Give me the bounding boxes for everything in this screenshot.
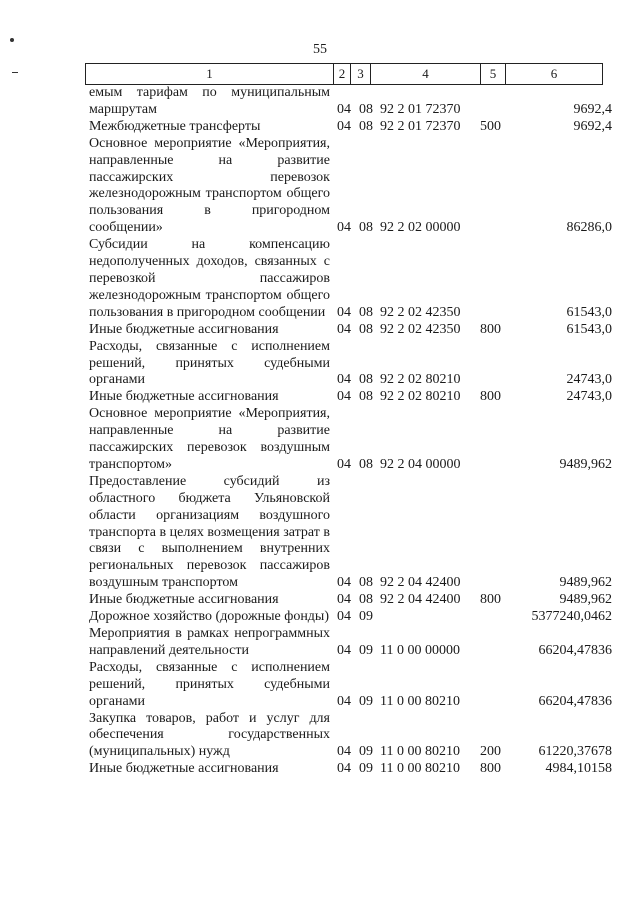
row-name: Расходы, связанные с исполнением решений, принятых судебными органами <box>89 338 330 388</box>
table-row <box>0 626 640 660</box>
subsection-code: 08 <box>359 118 373 134</box>
table-row <box>0 237 640 322</box>
row-amount: 5377240,0462 <box>531 609 612 625</box>
row-amount: 66204,47836 <box>538 693 612 709</box>
table-row <box>0 406 640 474</box>
page-number: 55 <box>313 42 327 57</box>
section-code: 04 <box>337 220 351 236</box>
column-header: 2 <box>334 64 351 84</box>
table-row <box>0 711 640 762</box>
subsection-code: 09 <box>359 761 373 777</box>
section-code: 04 <box>337 372 351 388</box>
target-code: 11 0 00 80210 <box>380 761 460 777</box>
table-header <box>85 63 603 85</box>
section-code: 04 <box>337 575 351 591</box>
table-row <box>0 474 640 592</box>
row-name: Расходы, связанные с исполнением решений, принятых судебными органами <box>89 659 330 709</box>
target-code: 11 0 00 00000 <box>380 642 460 658</box>
target-code: 92 2 02 80210 <box>380 372 461 388</box>
subsection-code: 08 <box>359 592 373 608</box>
table-row <box>0 592 640 609</box>
expense-type-code: 800 <box>480 389 501 405</box>
expense-type-code: 800 <box>480 761 501 777</box>
target-code: 92 2 04 42400 <box>380 575 461 591</box>
subsection-code: 09 <box>359 642 373 658</box>
row-name: Основное мероприятие «Мероприятия, направленные на развитие пассажирских перевозок железнодорожным транспортом общего пользования в пригородном сообщении» <box>89 135 330 236</box>
row-name: Межбюджетные трансферты <box>89 118 261 134</box>
subsection-code: 08 <box>359 101 373 117</box>
column-header: 6 <box>550 66 558 81</box>
row-name: Иные бюджетные ассигнования <box>89 761 279 777</box>
expense-type-code: 500 <box>480 118 501 134</box>
row-amount: 24743,0 <box>566 389 612 405</box>
table-row <box>0 761 640 778</box>
row-amount: 61543,0 <box>566 304 612 320</box>
section-code: 04 <box>337 321 351 337</box>
table-row <box>0 136 640 237</box>
table-row <box>0 389 640 406</box>
target-code: 92 2 02 80210 <box>380 389 461 405</box>
subsection-code: 09 <box>359 693 373 709</box>
row-amount: 86286,0 <box>566 220 612 236</box>
row-amount: 9692,4 <box>573 118 612 134</box>
row-name: Предоставление субсидий из областного бюджета Ульяновской области организациям воздушного транспорта в целях возмещения затрат в связи с выполнением внутренних региональных перевозок пассажиров воздушным транспортом <box>89 473 330 591</box>
subsection-code: 09 <box>359 744 373 760</box>
subsection-code: 08 <box>359 575 373 591</box>
expense-type-code: 800 <box>480 592 501 608</box>
subsection-code: 08 <box>359 456 373 472</box>
section-code: 04 <box>337 744 351 760</box>
table-row <box>0 85 640 119</box>
row-amount: 9692,4 <box>573 101 612 117</box>
target-code: 92 2 01 72370 <box>380 101 461 117</box>
row-name: Дорожное хозяйство (дорожные фонды) <box>89 609 330 625</box>
row-name: Субсидии на компенсацию недополученных доходов, связанных с перевозкой пассажиров железнодорожным транспортом общего пользования в пригородном сообщении <box>89 237 330 320</box>
budget-table-body <box>0 85 640 778</box>
section-code: 04 <box>337 592 351 608</box>
section-code: 04 <box>337 389 351 405</box>
row-name: Иные бюджетные ассигнования <box>89 321 279 337</box>
section-code: 04 <box>337 304 351 320</box>
table-row <box>0 339 640 390</box>
section-code: 04 <box>337 101 351 117</box>
section-code: 04 <box>337 609 351 624</box>
row-amount: 61220,37678 <box>538 744 612 760</box>
row-amount: 4984,10158 <box>545 761 612 777</box>
target-code: 11 0 00 80210 <box>380 693 460 709</box>
target-code: 92 2 02 42350 <box>380 321 461 337</box>
row-name: Иные бюджетные ассигнования <box>89 592 279 608</box>
table-row <box>0 609 640 626</box>
expense-type-code: 800 <box>480 321 501 337</box>
table-row <box>0 322 640 339</box>
target-code: 92 2 04 00000 <box>380 456 461 472</box>
target-code: 92 2 02 42350 <box>380 304 461 320</box>
subsection-code: 09 <box>359 609 373 624</box>
section-code: 04 <box>337 693 351 709</box>
column-header: 3 <box>351 64 371 84</box>
target-code: 92 2 04 42400 <box>380 592 461 608</box>
subsection-code: 08 <box>359 389 373 405</box>
target-code: 92 2 01 72370 <box>380 118 461 134</box>
subsection-code: 08 <box>359 372 373 388</box>
section-code: 04 <box>337 642 351 658</box>
column-header: 4 <box>371 64 481 84</box>
row-name: Иные бюджетные ассигнования <box>89 389 279 405</box>
row-amount: 9489,962 <box>559 575 612 591</box>
row-amount: 9489,962 <box>559 592 612 608</box>
section-code: 04 <box>337 761 351 777</box>
subsection-code: 08 <box>359 321 373 337</box>
section-code: 04 <box>337 456 351 472</box>
subsection-code: 08 <box>359 220 373 236</box>
row-name: Мероприятия в рамках непрограммных направлений деятельности <box>89 626 330 658</box>
table-row <box>0 660 640 711</box>
column-header: 1 <box>86 64 334 84</box>
row-name: Основное мероприятие «Мероприятия, направленные на развитие пассажирских перевозок воздушным транспортом» <box>89 406 330 472</box>
scan-mark <box>12 72 18 73</box>
row-amount: 61543,0 <box>566 321 612 337</box>
row-amount: 9489,962 <box>559 456 612 472</box>
row-amount: 24743,0 <box>566 372 612 388</box>
subsection-code: 08 <box>359 304 373 320</box>
expense-type-code: 200 <box>480 744 501 760</box>
target-code: 92 2 02 00000 <box>380 220 461 236</box>
section-code: 04 <box>337 118 351 134</box>
table-row <box>0 119 640 136</box>
row-amount: 66204,47836 <box>538 642 612 658</box>
column-header: 5 <box>481 64 506 84</box>
target-code: 11 0 00 80210 <box>380 744 460 760</box>
row-name: емым тарифам по муниципальным маршрутам <box>89 85 330 117</box>
row-name: Закупка товаров, работ и услуг для обеспечения государственных (муниципальных) нужд <box>89 710 330 760</box>
